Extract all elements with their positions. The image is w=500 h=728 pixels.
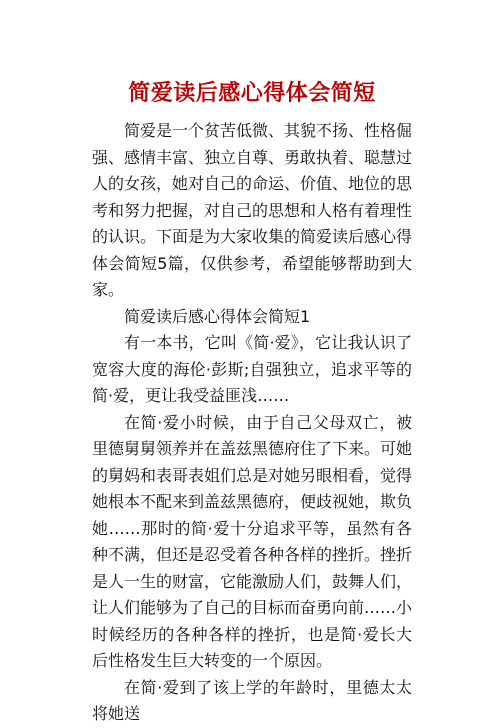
intro-paragraph: 简爱是一个贫苦低微、其貌不扬、性格倔强、感情丰富、独立自尊、勇敢执着、聪慧过人的女孩，她对自己的命运、价值、地位的思考和努力把握，对自己的思想和人格有着理性的认识。下面是为大家收集的简爱读后感心得体会简短5篇，仅供参考，希望能够帮助到大家。 xyxy=(92,121,413,299)
body-paragraph: 在简·爱到了该上学的年龄时，里德太太将她送 xyxy=(92,677,412,723)
section-heading: 简爱读后感心得体会简短1 xyxy=(124,306,311,326)
document-title: 简爱读后感心得体会简短 xyxy=(128,80,376,106)
body-paragraph: 在简·爱小时候，由于自己父母双亡，被里德舅舅领养并在盖兹黑德府住了下来。可她的舅妈和表哥表姐们总是对她另眼相看，觉得她根本不配来到盖兹黑德府，便歧视她，欺负她……那时的简·爱十分追求平等，虽然有各种不满，但还是忍受着各种各样的挫折。挫折是人一生的财富，它能激励人们，鼓舞人们，让人们能够为了自己的目标而奋勇向前……小时候经历的各种各样的挫折，也是简·爱长大后性格发生巨大转变的一个原因。 xyxy=(92,412,413,670)
body-paragraph: 有一本书，它叫《简·爱》，它让我认识了宽容大度的海伦·彭斯;自强独立，追求平等的简·爱，更让我受益匪浅…… xyxy=(92,333,412,405)
